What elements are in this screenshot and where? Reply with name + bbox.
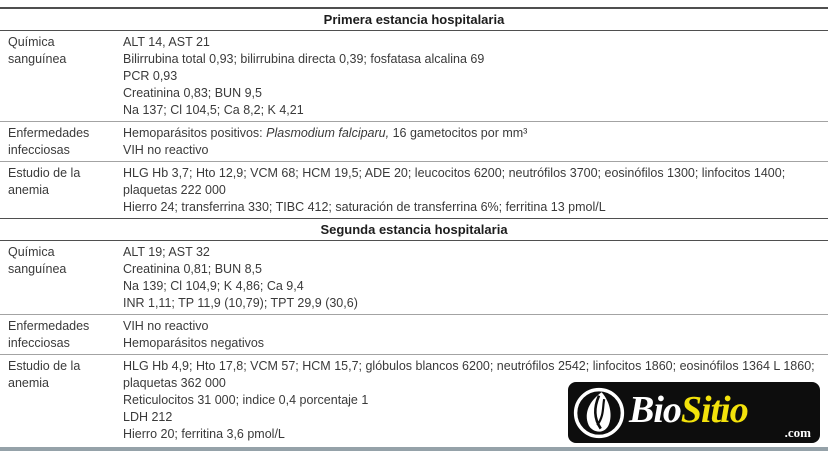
value-line: VIH no reactivo [123, 319, 209, 333]
value-line: Hemoparásitos negativos [123, 336, 265, 350]
species-name: Plasmodium falciparu, [266, 126, 390, 140]
table-row-quimica-sanguinea-2 [0, 241, 828, 314]
logo-text-bio: Bio [629, 388, 681, 431]
row-label: Enfermedades infecciosas [8, 319, 90, 350]
value-line: HLG Hb 3,7; Hto 12,9; VCM 68; HCM 19,5; ADE 20; leucocitos 6200; neutrófilos 3700; eosinófilos 1300; linfocitos 1400; [123, 166, 786, 180]
value-line: LDH 212 [123, 410, 173, 424]
value-line: VIH no reactivo [123, 143, 209, 157]
table-row-quimica-sanguinea-1 [0, 31, 828, 121]
row-values [116, 318, 828, 352]
bottom-border [0, 447, 828, 451]
row-values [116, 165, 828, 216]
leaf-icon [573, 387, 625, 439]
logo-text-sitio: Sitio [680, 388, 748, 431]
value-line [123, 125, 822, 142]
row-values [116, 125, 828, 159]
row-label: Química sanguínea [8, 35, 67, 66]
value-line: INR 1,11; TP 11,9 (10,79); TPT 29,9 (30,6) [123, 296, 358, 310]
value-line: Hierro 20; ferritina 3,6 pmol/L [123, 427, 285, 441]
value-line: Hierro 24; transferrina 330; TIBC 412; saturación de transferrina 6%; ferritina 13 pmol/L [123, 200, 606, 214]
row-values [116, 34, 828, 119]
biositio-logo [568, 382, 820, 443]
lab-results-table [0, 7, 828, 445]
value-line: Bilirrubina total 0,93; bilirrubina directa 0,39; fosfatasa alcalina 69 [123, 52, 485, 66]
value-line: Creatinina 0,81; BUN 8,5 [123, 262, 262, 276]
table-row-enfermedades-infecciosas-2 [0, 314, 828, 354]
value-line: Reticulocitos 31 000; indice 0,4 porcentaje 1 [123, 393, 369, 407]
value-line: ALT 14, AST 21 [123, 35, 210, 49]
value-line: Na 137; Cl 104,5; Ca 8,2; K 4,21 [123, 103, 304, 117]
row-label: Química sanguínea [8, 245, 67, 276]
value-line: HLG Hb 4,9; Hto 17,8; VCM 57; HCM 15,7; glóbulos blancos 6200; neutrófilos 2542; linfocitos 1860; eosinófilos 1364 L 1860; [123, 359, 815, 373]
table-row-enfermedades-infecciosas-1 [0, 121, 828, 161]
value-line: Na 139; Cl 104,9; K 4,86; Ca 9,4 [123, 279, 304, 293]
value-line: PCR 0,93 [123, 69, 178, 83]
table-row-estudio-anemia-1 [0, 161, 828, 218]
section-header-segunda-estancia: Segunda estancia hospitalaria [0, 218, 828, 241]
row-label: Estudio de la anemia [8, 166, 81, 197]
logo-text-com: .com [784, 425, 811, 440]
row-label: Estudio de la anemia [8, 359, 81, 390]
value-line: plaquetas 362 000 [123, 376, 226, 390]
row-label: Enfermedades infecciosas [8, 126, 90, 157]
row-values [116, 244, 828, 312]
value-line: plaquetas 222 000 [123, 183, 226, 197]
logo-wordmark [629, 388, 748, 431]
section-header-primera-estancia: Primera estancia hospitalaria [0, 7, 828, 31]
hemoparasitos-prefix: Hemoparásitos positivos: [123, 126, 267, 140]
hemoparasitos-suffix: 16 gametocitos por mm³ [389, 126, 528, 140]
value-line: ALT 19; AST 32 [123, 245, 210, 259]
value-line: Creatinina 0,83; BUN 9,5 [123, 86, 262, 100]
